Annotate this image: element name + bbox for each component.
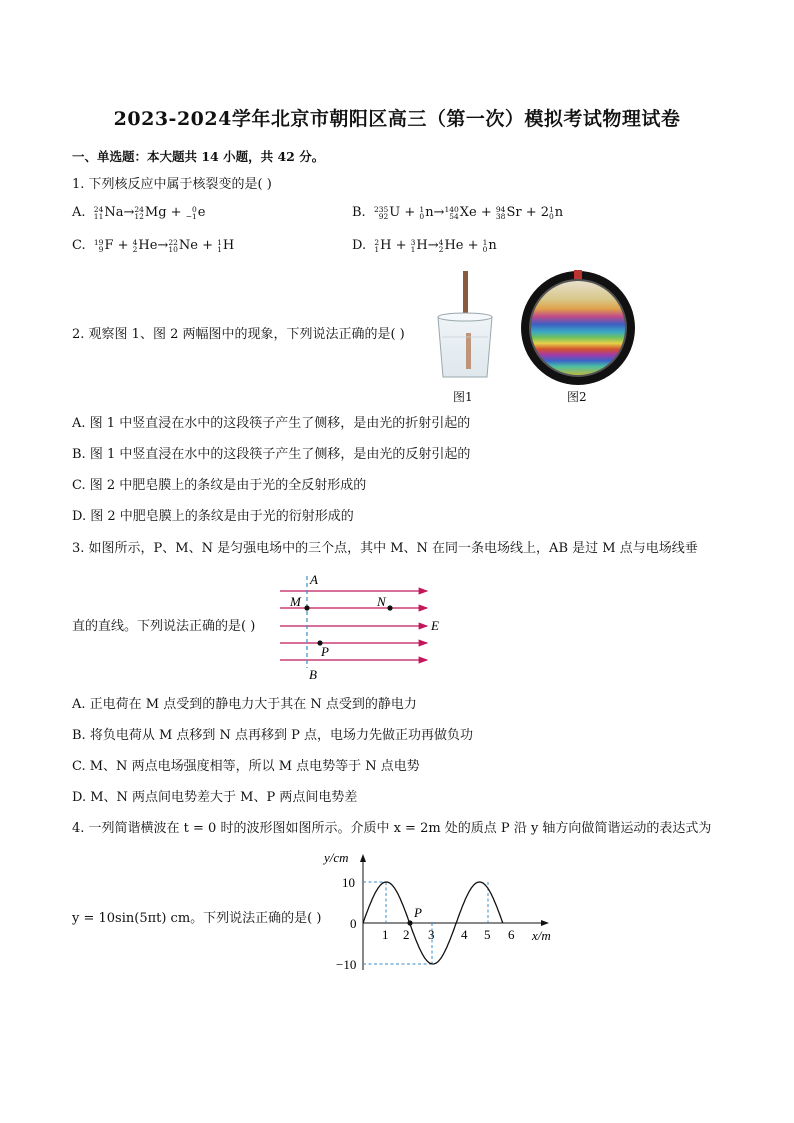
y-tick-0: 0 bbox=[350, 916, 357, 931]
section-heading: 一、单选题：本大题共 14 小题，共 42 分。 bbox=[72, 149, 325, 164]
x-tick-5: 5 bbox=[484, 927, 491, 942]
label-p: P bbox=[321, 644, 329, 659]
figure-electric-field bbox=[275, 568, 450, 686]
q1-option-d-label: D. bbox=[352, 238, 367, 253]
q3-stem-line1: 3. 如图所示，P、M、N 是匀强电场中的三个点，其中 M、N 在同一条电场线上，AB 是过 M 点与电场线垂 bbox=[72, 541, 698, 556]
label-m: M bbox=[290, 594, 301, 609]
q1-option-d[interactable]: D. 2 1 H + 3 1 H→ 4 2 He + 1 0 n bbox=[352, 237, 497, 254]
figure-soap-film bbox=[518, 268, 638, 386]
x-tick-6: 6 bbox=[508, 927, 515, 942]
q4-stem-line2: y = 10sin(5πt) cm。下列说法正确的是( ) bbox=[72, 911, 322, 926]
page-title: 2023-2024学年北京市朝阳区高三（第一次）模拟考试物理试卷 bbox=[113, 108, 681, 130]
q2-option-b[interactable]: B. 图 1 中竖直浸在水中的这段筷子产生了侧移，是由光的反射引起的 bbox=[72, 447, 471, 462]
q1-option-a[interactable]: A. 24 11 Na→ 24 12 Mg + 0 −1 e bbox=[72, 204, 206, 221]
point-m bbox=[304, 605, 309, 610]
q3-stem-line2: 直的直线。下列说法正确的是( ) bbox=[72, 619, 256, 634]
q2-option-d[interactable]: D. 图 2 中肥皂膜上的条纹是由于光的衍射形成的 bbox=[72, 509, 354, 524]
fig2-caption: 图2 bbox=[567, 390, 587, 404]
y-axis-label: y/cm bbox=[324, 850, 349, 865]
film-holder bbox=[574, 270, 582, 279]
x-tick-1: 1 bbox=[382, 927, 389, 942]
q1-option-a-label: A. bbox=[72, 205, 86, 220]
q1-option-c[interactable]: C. 19 9 F + 4 2 He→ 22 10 Ne + 1 1 H bbox=[72, 237, 235, 254]
chopstick-refracted bbox=[466, 333, 471, 369]
y-tick-neg10: −10 bbox=[336, 957, 357, 972]
figure-wave-graph bbox=[322, 845, 562, 980]
q1-option-b[interactable]: B. 235 92 U + 1 0 n→ 140 54 Xe + 94 38 Sr + 2 1 0 n bbox=[352, 204, 564, 221]
q4-stem-line1: 4. 一列简谐横波在 t = 0 时的波形图如图所示。介质中 x = 2m 处的质点 P 沿 y 轴方向做简谐运动的表达式为 bbox=[72, 821, 712, 836]
q3-option-a[interactable]: A. 正电荷在 M 点受到的静电力大于其在 N 点受到的静电力 bbox=[72, 697, 417, 712]
q1-option-c-label: C. bbox=[72, 238, 86, 253]
label-n: N bbox=[377, 594, 386, 609]
q2-option-c[interactable]: C. 图 2 中肥皂膜上的条纹是由于光的全反射形成的 bbox=[72, 478, 367, 493]
x-tick-2: 2 bbox=[403, 927, 410, 942]
x-tick-4: 4 bbox=[461, 927, 468, 942]
y-tick-10: 10 bbox=[342, 875, 355, 890]
q2-option-a[interactable]: A. 图 1 中竖直浸在水中的这段筷子产生了侧移，是由光的折射引起的 bbox=[72, 416, 471, 431]
label-a: A bbox=[310, 572, 318, 587]
point-n bbox=[387, 605, 392, 610]
x-tick-3: 3 bbox=[428, 927, 435, 942]
label-p: P bbox=[414, 905, 422, 920]
q3-option-b[interactable]: B. 将负电荷从 M 点移到 N 点再移到 P 点，电场力先做正功再做负功 bbox=[72, 728, 474, 743]
q2-stem: 2. 观察图 1、图 2 两幅图中的现象，下列说法正确的是( ) bbox=[72, 327, 405, 342]
x-axis-label: x/m bbox=[532, 928, 551, 943]
label-e: E bbox=[431, 618, 439, 633]
figure-glass-chopstick bbox=[430, 265, 500, 385]
q1-option-b-label: B. bbox=[352, 205, 366, 220]
q1-stem: 1. 下列核反应中属于核裂变的是( ) bbox=[72, 177, 272, 192]
fig1-caption: 图1 bbox=[453, 390, 473, 404]
label-b: B bbox=[309, 667, 317, 682]
point-p bbox=[407, 920, 412, 925]
q3-option-d[interactable]: D. M、N 两点间电势差大于 M、P 两点间电势差 bbox=[72, 790, 358, 805]
q3-option-c[interactable]: C. M、N 两点电场强度相等，所以 M 点电势等于 N 点电势 bbox=[72, 759, 420, 774]
